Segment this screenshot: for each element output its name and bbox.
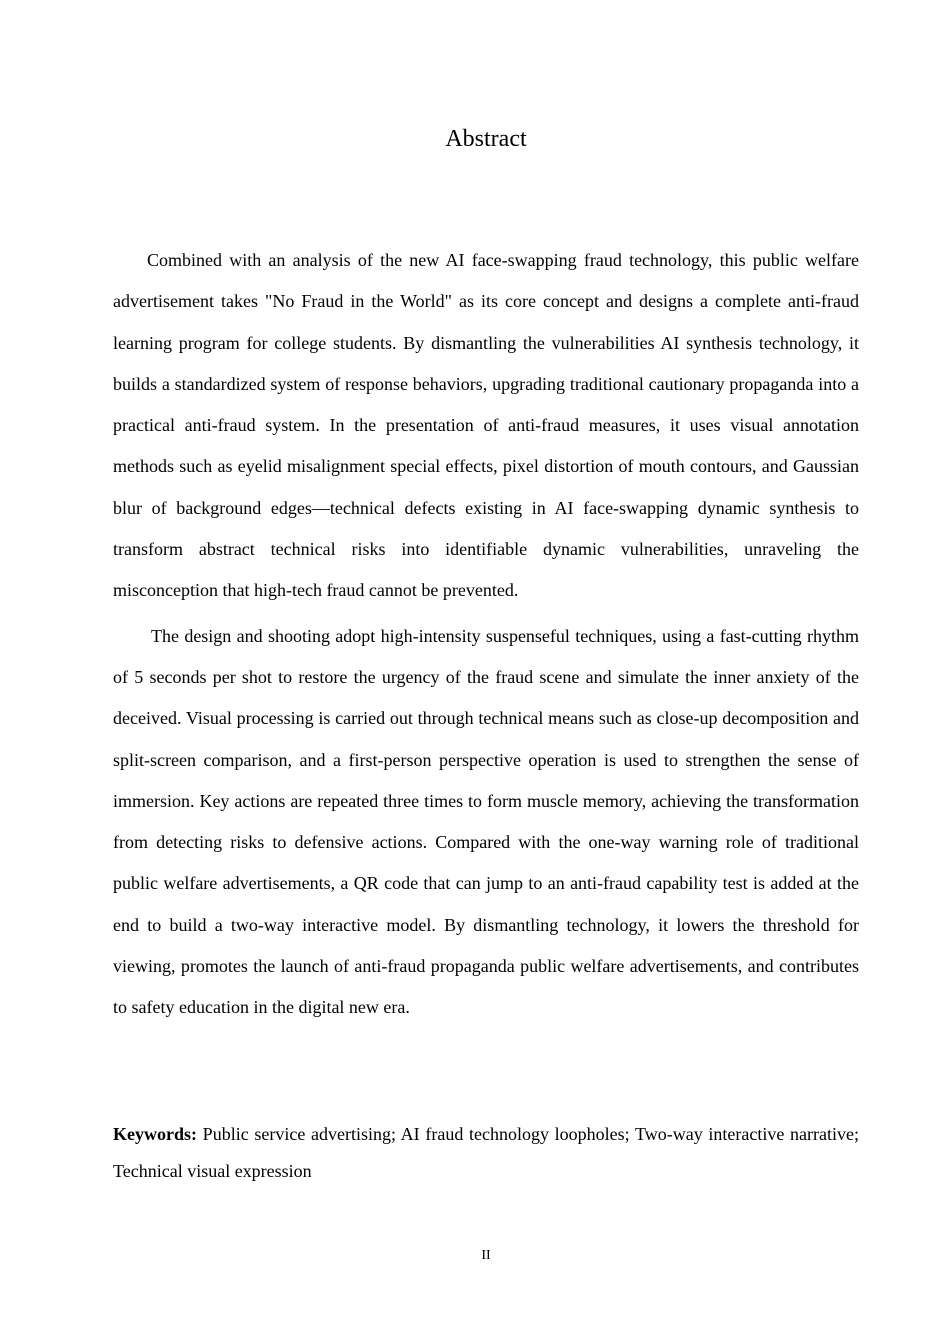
abstract-paragraph-2: The design and shooting adopt high-intensity suspenseful techniques, using a fast-cutting rhythm of 5 seconds per shot to restore the urgency of the fraud scene and simulate the inner anxiety of the deceived. Visual processing is carried out through technical means such as close-up decomposition and split-screen comparison, and a first-person perspective operation is used to strengthen the sense of immersion. Key actions are repeated three times to form muscle memory, achieving the transformation from detecting risks to defensive actions. Compared with the one-way warning role of traditional public welfare advertisements, a QR code that can jump to an anti-fraud capability test is added at the end to build a two-way interactive model. By dismantling technology, it lowers the threshold for viewing, promotes the launch of anti-fraud propaganda public welfare advertisements, and contributes to safety education in the digital new era.	[113, 625, 859, 1018]
abstract-paragraph-1: Combined with an analysis of the new AI face-swapping fraud technology, this public welfare advertisement takes "No Fraud in the World" as its core concept and designs a complete anti-fraud learning program for college students. By dismantling the vulnerabilities AI synthesis technology, it builds a standardized system of response behaviors, upgrading traditional cautionary propaganda into a practical anti-fraud system. In the presentation of anti-fraud measures, it uses visual annotation methods such as eyelid misalignment special effects, pixel distortion of mouth contours, and Gaussian blur of background edges—technical defects existing in AI face-swapping dynamic synthesis to transform abstract technical risks into identifiable dynamic vulnerabilities, unraveling the misconception that high-tech fraud cannot be prevented.	[113, 250, 859, 601]
keywords-label: Keywords:	[113, 1124, 197, 1144]
abstract-body	[113, 240, 859, 1033]
keywords-text: Public service advertising; AI fraud technology loopholes; Two-way interactive narrative; Technical visual expression	[113, 1124, 859, 1181]
keywords-section	[113, 1116, 859, 1190]
page-title: Abstract	[445, 126, 527, 152]
page-number: II	[481, 1248, 491, 1263]
